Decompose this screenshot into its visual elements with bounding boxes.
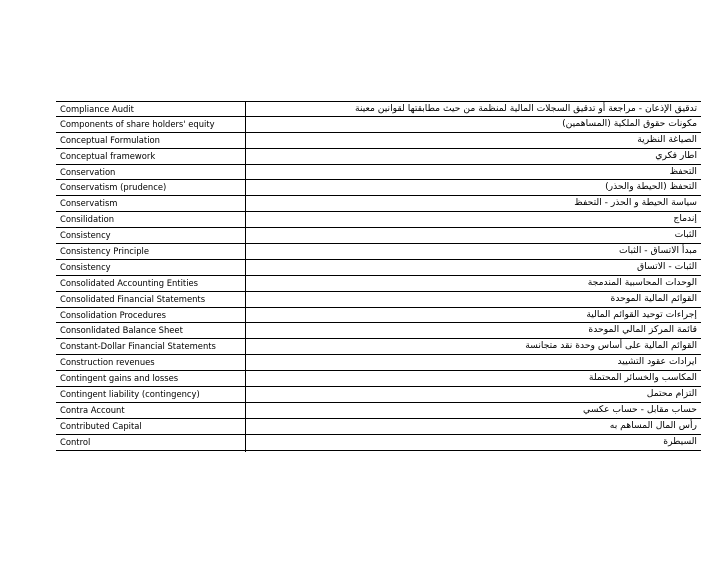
arabic-term: سياسة الحيطة و الحذر - التحفظ <box>574 197 697 209</box>
english-term: Conservatism <box>60 198 118 209</box>
english-term: Conservatism (prudence) <box>60 182 167 193</box>
glossary-row <box>56 133 701 149</box>
english-term: Contingent gains and losses <box>60 373 179 384</box>
english-term: Constant-Dollar Financial Statements <box>60 341 216 352</box>
english-term: Conservation <box>60 166 116 177</box>
glossary-row <box>56 403 701 419</box>
english-term: Conceptual Formulation <box>60 134 160 145</box>
arabic-term: الوحدات المحاسبية المندمجة <box>587 276 697 288</box>
glossary-table <box>56 101 701 451</box>
arabic-term: الثبات <box>674 229 697 241</box>
glossary-row <box>56 149 701 165</box>
glossary-row <box>56 260 701 276</box>
arabic-term: حساب مقابل - حساب عكسي <box>583 403 697 415</box>
english-term: Consolidated Financial Statements <box>60 293 206 304</box>
english-term: Consolidated Accounting Entities <box>60 277 199 288</box>
arabic-term: تدقيق الإذعان - مراجعة أو تدقيق السجلات المالية لمنظمة من حيث مطابقتها لقوانين معينة <box>355 103 697 114</box>
english-term: Conceptual framework <box>60 150 156 161</box>
english-term: Consistency <box>60 230 111 241</box>
column-divider <box>245 101 246 452</box>
english-term: Consonlidated Balance Sheet <box>60 325 183 336</box>
english-term: Construction revenues <box>60 357 155 368</box>
arabic-term: القوائم المالية على أساس وحدة نقد متجانسة <box>525 340 697 352</box>
glossary-row <box>56 101 701 117</box>
english-term: Contingent liability (contingency) <box>60 389 200 400</box>
arabic-term: الصياغة النظرية <box>637 133 697 145</box>
english-term: Contributed Capital <box>60 420 142 431</box>
arabic-term: التحفظ <box>669 165 697 177</box>
english-term: Components of share holders' equity <box>60 118 215 129</box>
english-term: Control <box>60 436 91 447</box>
glossary-row <box>56 323 701 339</box>
glossary-row <box>56 276 701 292</box>
glossary-row <box>56 212 701 228</box>
english-term: Compliance Audit <box>60 104 134 114</box>
arabic-term: المكاسب والخسائر المحتملة <box>588 372 697 384</box>
arabic-term: القوائم المالية الموحدة <box>610 292 697 304</box>
glossary-row <box>56 228 701 244</box>
glossary-row <box>56 419 701 435</box>
arabic-term: مكونات حقوق الملكية (المساهمين) <box>562 117 697 129</box>
arabic-term: مبدأ الاتساق - الثبات <box>619 245 697 257</box>
glossary-row <box>56 435 701 451</box>
glossary-row <box>56 244 701 260</box>
glossary-row <box>56 165 701 181</box>
glossary-row <box>56 355 701 371</box>
arabic-term: التحفظ (الحيطة والحذر) <box>605 181 697 193</box>
arabic-term: رأس المال المساهم به <box>609 419 697 431</box>
english-term: Consistency <box>60 261 111 272</box>
glossary-row <box>56 339 701 355</box>
english-term: Consolidation Procedures <box>60 309 167 320</box>
arabic-term: اطار فكري <box>655 149 697 161</box>
arabic-term: قائمة المركز المالي الموحدة <box>588 324 697 336</box>
arabic-term: إندماج <box>673 213 697 225</box>
glossary-row <box>56 292 701 308</box>
glossary-row <box>56 180 701 196</box>
glossary-row <box>56 387 701 403</box>
arabic-term: التزام محتمل <box>646 388 697 400</box>
english-term: Contra Account <box>60 404 125 415</box>
english-term: Consistency Principle <box>60 246 150 257</box>
arabic-term: إجراءات توحيد القوائم المالية <box>586 308 697 320</box>
glossary-row <box>56 371 701 387</box>
glossary-row <box>56 196 701 212</box>
english-term: Consilidation <box>60 214 115 225</box>
arabic-term: الثبات - الاتساق <box>637 260 697 272</box>
arabic-term: ايرادات عقود التشييد <box>617 356 697 368</box>
arabic-term: السيطرة <box>663 435 697 447</box>
glossary-row <box>56 308 701 324</box>
glossary-row <box>56 117 701 133</box>
